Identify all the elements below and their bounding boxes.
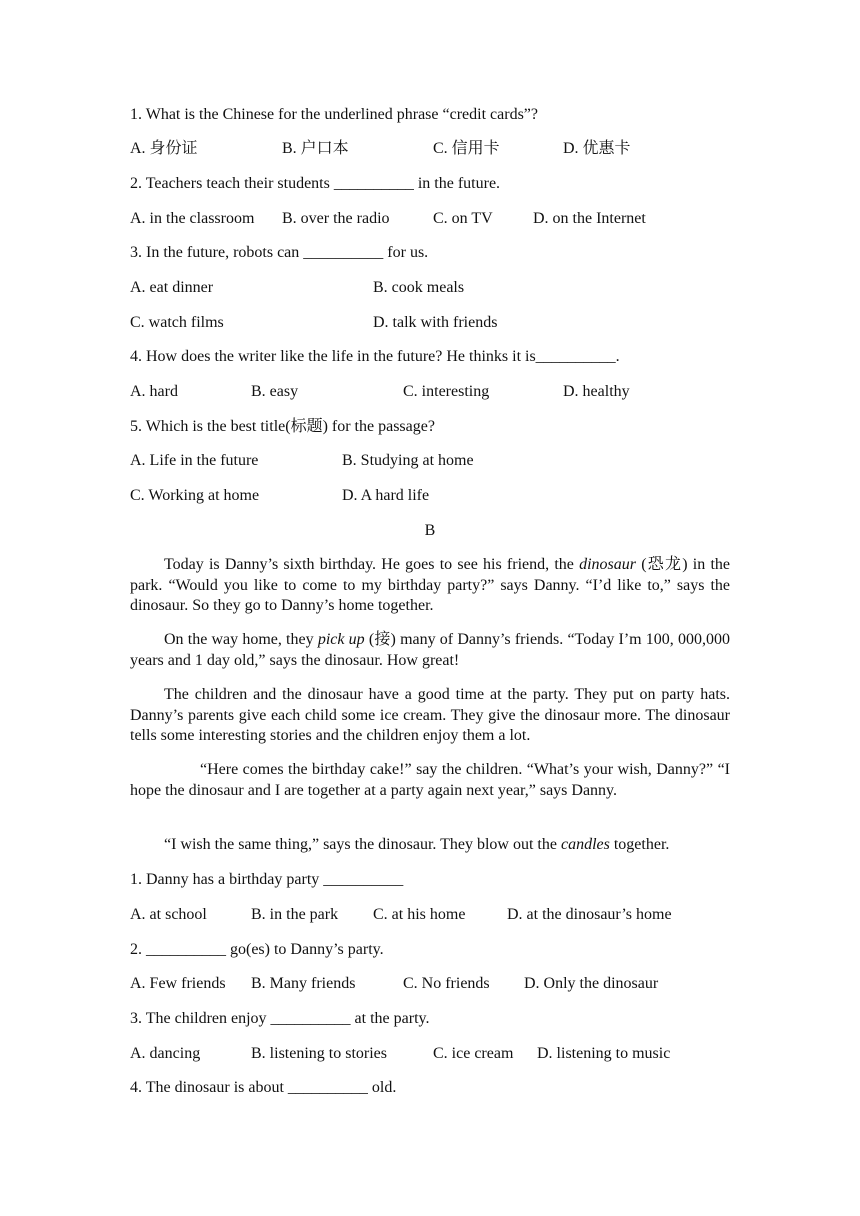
question-stem: 2. __________ go(es) to Danny’s party. [130, 941, 384, 958]
answer-option: A. Few friends [130, 975, 226, 992]
section-heading: B [424, 522, 436, 539]
answer-option: D. at the dinosaur’s home [507, 906, 672, 923]
answer-option: C. at his home [373, 906, 466, 923]
answer-option: C. interesting [403, 383, 490, 400]
answer-option: B. cook meals [373, 279, 465, 296]
question-stem: 2. Teachers teach their students __________ in the future. [130, 175, 501, 192]
answer-option: C. 信用卡 [433, 140, 500, 157]
question-stem: 4. How does the writer like the life in the future? He thinks it is__________. [130, 348, 620, 365]
answer-option: A. hard [130, 383, 178, 400]
answer-option: A. at school [130, 906, 207, 923]
passage-paragraph: “I wish the same thing,” says the dinosaur. They blow out the candles together. [164, 836, 670, 853]
passage-paragraph: The children and the dinosaur have a good time at the party. They put on party hats. Danny’s parents give each child some ice cream. They give the dinosaur more. The dinosaur tells some interesting stories and the children enjoy them a lot. [130, 686, 730, 744]
answer-option: D. 优惠卡 [563, 140, 631, 157]
answer-option: D. healthy [563, 383, 630, 400]
passage-paragraph: On the way home, they pick up (接) many of Danny’s friends. “Today I’m 100, 000,000 years and 1 day old,” says the dinosaur. How great! [130, 631, 730, 669]
answer-option: B. listening to stories [251, 1045, 387, 1062]
answer-option: D. Only the dinosaur [524, 975, 659, 992]
question-stem: 5. Which is the best title(标题) for the passage? [130, 418, 435, 435]
answer-option: A. dancing [130, 1045, 201, 1062]
answer-option: B. over the radio [282, 210, 390, 227]
answer-option: C. Working at home [130, 487, 260, 504]
answer-option: B. easy [251, 383, 299, 400]
answer-option: B. in the park [251, 906, 339, 923]
answer-option: C. watch films [130, 314, 224, 331]
answer-option: D. listening to music [537, 1045, 671, 1062]
answer-option: A. Life in the future [130, 452, 259, 469]
answer-option: D. on the Internet [533, 210, 646, 227]
answer-option: C. on TV [433, 210, 493, 227]
answer-option: D. A hard life [342, 487, 430, 504]
question-stem: 4. The dinosaur is about __________ old. [130, 1079, 397, 1096]
passage-paragraph: Today is Danny’s sixth birthday. He goes to see his friend, the dinosaur (恐龙) in the park. “Would you like to come to my birthday party?” says Danny. “I’d like to,” says the dinosaur. So they go to Danny’s home together. [130, 556, 730, 614]
answer-option: A. 身份证 [130, 140, 198, 157]
answer-option: D. talk with friends [373, 314, 498, 331]
answer-option: A. in the classroom [130, 210, 255, 227]
answer-option: B. Studying at home [342, 452, 474, 469]
answer-option: A. eat dinner [130, 279, 214, 296]
answer-option: B. 户口本 [282, 140, 349, 157]
answer-option: C. ice cream [433, 1045, 514, 1062]
answer-option: B. Many friends [251, 975, 356, 992]
question-stem: 1. Danny has a birthday party __________ [130, 871, 404, 888]
question-stem: 3. In the future, robots can __________ for us. [130, 244, 429, 261]
question-stem: 1. What is the Chinese for the underlined phrase “credit cards”? [130, 106, 538, 123]
answer-option: C. No friends [403, 975, 490, 992]
question-stem: 3. The children enjoy __________ at the party. [130, 1010, 430, 1027]
passage-paragraph: “Here comes the birthday cake!” say the children. “What’s your wish, Danny?” “I hope the dinosaur and I are together at a party again next year,” says Danny. [130, 761, 730, 799]
